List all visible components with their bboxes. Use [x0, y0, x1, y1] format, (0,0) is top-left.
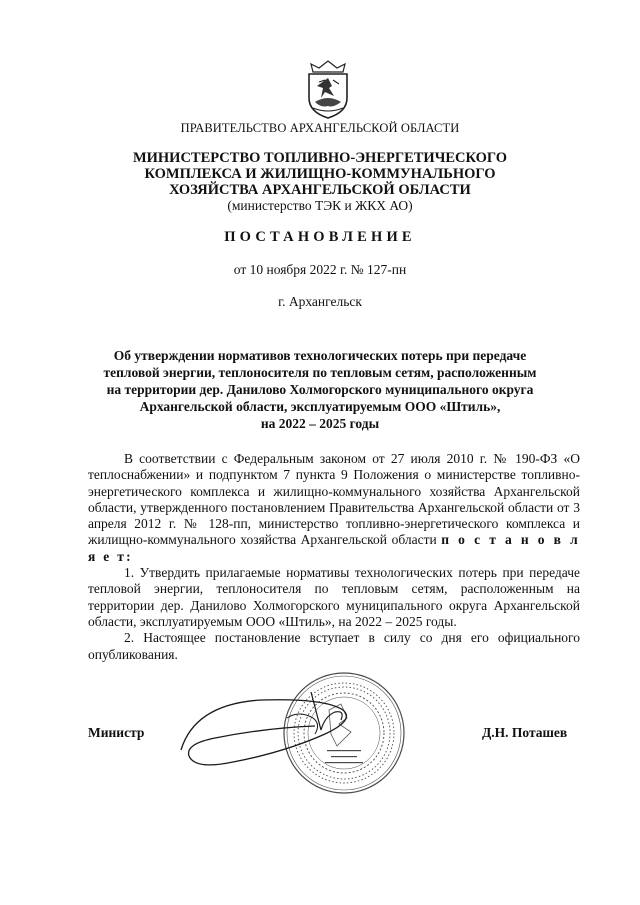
title-line: на территории дер. Данилово Холмогорского муниципального округа [106, 382, 534, 397]
ministry-line: МИНИСТЕРСТВО ТОПЛИВНО-ЭНЕРГЕТИЧЕСКОГО [132, 150, 508, 166]
signer-name: Д.Н. Поташев [482, 725, 568, 740]
ministry-line: ХОЗЯЙСТВА АРХАНГЕЛЬСКОЙ ОБЛАСТИ [169, 182, 471, 198]
document-city: г. Архангельск [278, 294, 362, 309]
ministry-abbreviation: (министерство ТЭК и ЖКХ АО) [227, 198, 413, 213]
title-line: Архангельской области, эксплуатируемым ООО «Штиль», [139, 399, 501, 414]
handwritten-signature [175, 690, 365, 775]
intro-text: В соответствии с Федеральным законом от 27 июля 2010 г. № 190-ФЗ «О теплоснабжении» и подпунктом 7 пункта 9 Положения о министерстве топливно-энергетического комплекса и жилищно-коммунального хозяйства Архангельской области, утвержденного постановлением Правительства Архангельской области от 3 апреля 2012 г. № 128-пп, министерство топливно-энергетического комплекса и жилищно-коммунального хозяйства Архангельской области [88, 451, 580, 548]
document-title [0, 347, 640, 432]
coat-of-arms-icon [303, 58, 353, 120]
intro-paragraph [88, 451, 580, 565]
government-name: ПРАВИТЕЛЬСТВО АРХАНГЕЛЬСКОЙ ОБЛАСТИ [180, 121, 460, 135]
item-2-paragraph: 2. Настоящее постановление вступает в силу со дня его официального опубликования. [88, 630, 580, 662]
document-type: ПОСТАНОВЛЕНИЕ [224, 229, 416, 245]
title-line: на 2022 – 2025 годы [260, 416, 380, 431]
title-line: тепловой энергии, теплоносителя по тепловым сетям, расположенным [103, 365, 537, 380]
document-body [88, 451, 580, 663]
title-line: Об утверждении нормативов технологических потерь при передаче [113, 348, 527, 363]
document-date-number: от 10 ноября 2022 г. № 127-пн [233, 262, 407, 277]
signer-position: Министр [88, 725, 145, 740]
resolves-word: п о с т а н о в л я е т: [88, 532, 580, 564]
item-1-paragraph: 1. Утвердить прилагаемые нормативы технологических потерь при передаче тепловой энергии, теплоносителя по тепловым сетям, расположенным на территории дер. Данилово Холмогорского муниципального округа Архангельской области, эксплуатируемым ООО «Штиль», на 2022 – 2025 годы. [88, 565, 580, 629]
ministry-name [0, 150, 640, 198]
ministry-line: КОМПЛЕКСА И ЖИЛИЩНО-КОММУНАЛЬНОГО [144, 166, 496, 182]
